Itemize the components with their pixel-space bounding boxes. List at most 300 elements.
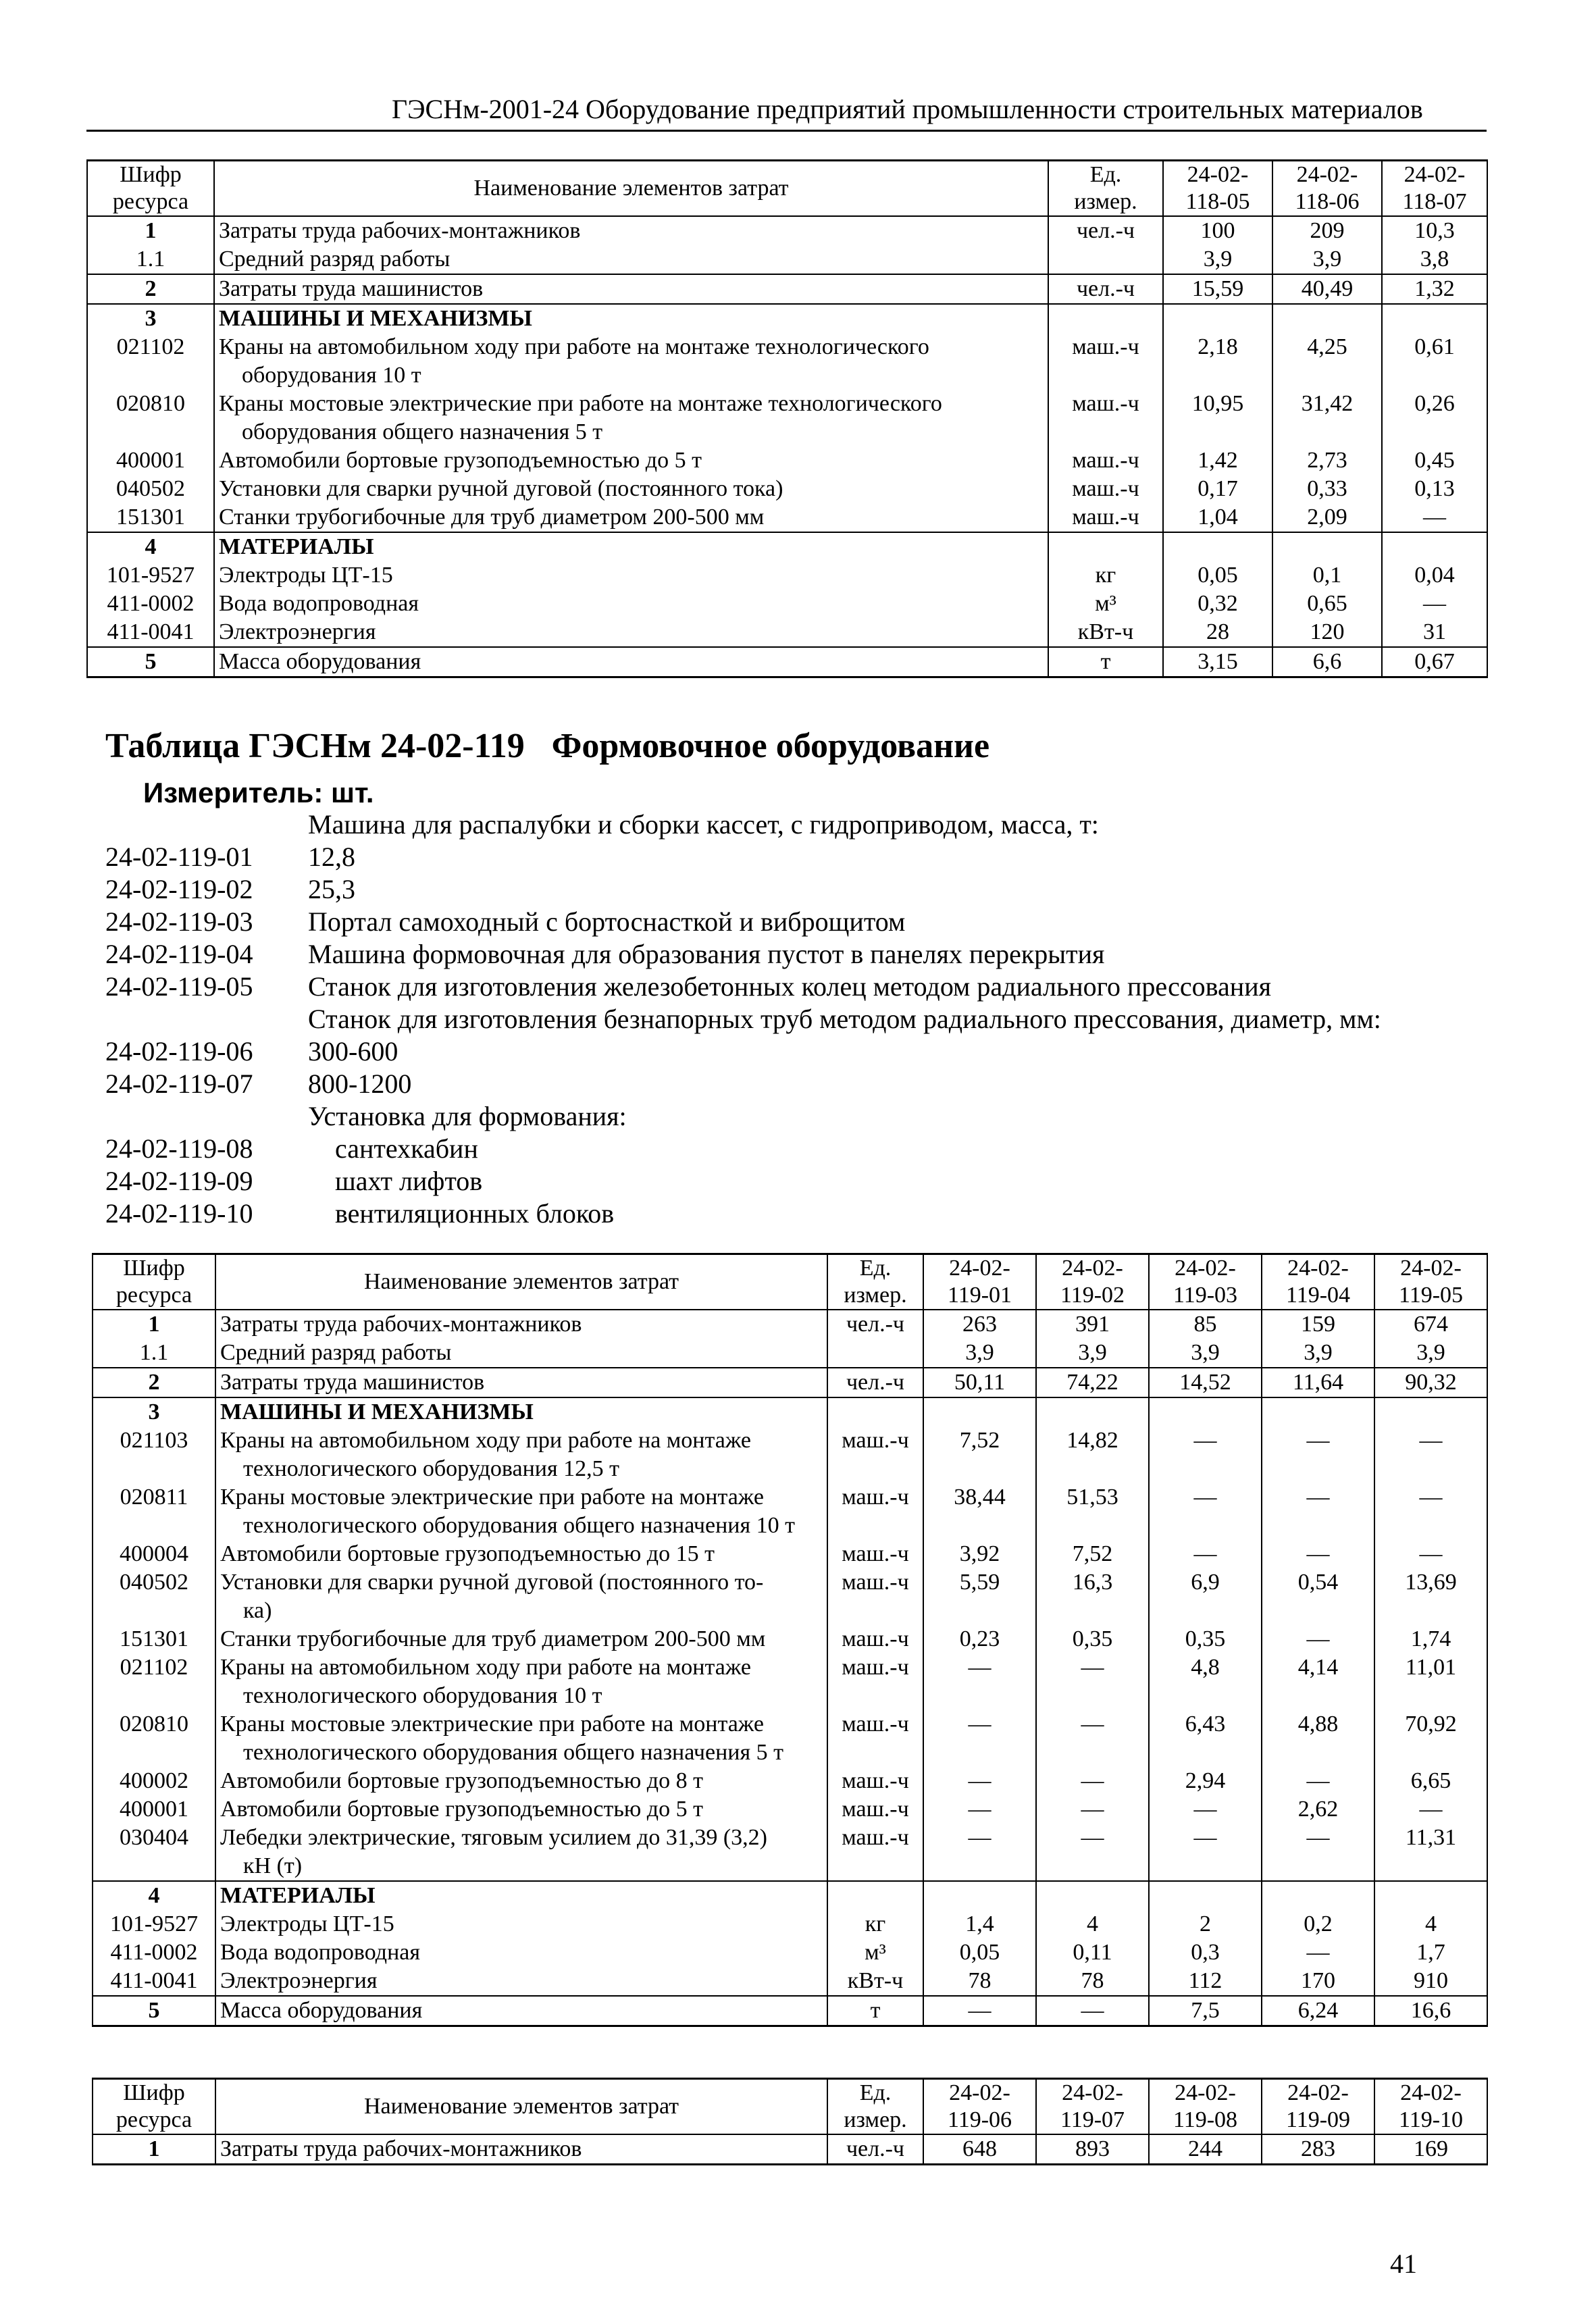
value-cell: 4,88 — [1262, 1710, 1374, 1767]
value-cell — [923, 1397, 1036, 1426]
item-text: Станок для изготовления железобетонных колец методом радиального прессования — [308, 971, 1271, 1002]
value-cell: 78 — [1036, 1967, 1149, 1996]
header-unit-line2: измер. — [844, 2107, 907, 2132]
value-cell: — — [1036, 1710, 1149, 1767]
resource-code: 021103 — [93, 1426, 215, 1483]
value-cell: 6,65 — [1374, 1767, 1487, 1795]
unit-cell: маш.-ч — [1048, 390, 1163, 446]
value-cell: — — [1262, 1540, 1374, 1568]
resource-name-text: Затраты труда машинистов — [219, 276, 484, 301]
value-cell: 3,9 — [1036, 1339, 1149, 1368]
resource-code: 101-9527 — [93, 1910, 215, 1938]
resource-table-118 — [86, 159, 1488, 678]
unit-cell: маш.-ч — [827, 1795, 923, 1824]
value-cell: 244 — [1149, 2134, 1262, 2165]
resource-name-text: Электроэнергия — [220, 1968, 378, 1993]
header-norm-code — [1149, 2079, 1262, 2135]
value-cell — [1262, 1397, 1374, 1426]
resource-name — [214, 475, 1048, 503]
value-cell: 0,13 — [1382, 475, 1487, 503]
header-unit-line1: Ед. — [859, 1256, 892, 1281]
resource-name — [214, 647, 1048, 677]
table-row — [93, 1397, 1487, 1426]
value-cell — [1374, 1881, 1487, 1910]
unit-cell: маш.-ч — [827, 1653, 923, 1710]
resource-name-text: МАШИНЫ И МЕХАНИЗМЫ — [219, 306, 532, 331]
unit-cell: маш.-ч — [827, 1483, 923, 1540]
value-cell: 10,3 — [1382, 216, 1487, 245]
resource-name — [215, 1824, 827, 1881]
unit-cell: т — [827, 1996, 923, 2026]
resource-code: 3 — [87, 304, 214, 333]
value-cell — [1149, 1881, 1262, 1910]
value-cell: 3,9 — [1272, 245, 1382, 274]
value-cell: 3,9 — [1374, 1339, 1487, 1368]
value-cell: 4,25 — [1272, 333, 1382, 390]
value-cell: 6,6 — [1272, 647, 1382, 677]
value-cell: 74,22 — [1036, 1368, 1149, 1397]
item-text: Установка для формования: — [308, 1101, 627, 1131]
value-cell: 648 — [923, 2134, 1036, 2165]
value-cell: — — [1262, 1483, 1374, 1540]
value-cell: 3,9 — [1262, 1339, 1374, 1368]
value-cell: 40,49 — [1272, 274, 1382, 304]
value-cell: 14,82 — [1036, 1426, 1149, 1483]
value-cell — [923, 1881, 1036, 1910]
table-row — [93, 1824, 1487, 1881]
table-row — [93, 1767, 1487, 1795]
value-cell: 1,32 — [1382, 274, 1487, 304]
resource-name-text: Электроды ЦТ-15 — [219, 563, 393, 588]
resource-code: 2 — [93, 1368, 215, 1397]
unit-cell: кВт-ч — [1048, 618, 1163, 647]
unit-cell: маш.-ч — [827, 1824, 923, 1881]
unit-cell: чел.-ч — [1048, 216, 1163, 245]
value-cell: — — [1149, 1483, 1262, 1540]
resource-name-text: Затраты труда рабочих-монтажников — [219, 218, 581, 243]
header-code-line2: ресурса — [115, 2107, 192, 2132]
header-norm-code — [923, 1254, 1036, 1310]
unit-cell: маш.-ч — [1048, 446, 1163, 475]
header-code-line1: Шифр — [120, 162, 182, 187]
resource-name — [214, 446, 1048, 475]
value-cell: 170 — [1262, 1967, 1374, 1996]
resource-name — [215, 1625, 827, 1653]
resource-name — [214, 503, 1048, 532]
table-119-title — [105, 726, 989, 766]
value-cell: — — [1262, 1938, 1374, 1967]
resource-code: 040502 — [87, 475, 214, 503]
resource-name-text: Краны мостовые электрические при работе на монтаже — [220, 1712, 764, 1737]
value-cell: 2,09 — [1272, 503, 1382, 532]
item-text: сантехкабин — [335, 1133, 478, 1164]
resource-name — [215, 1540, 827, 1568]
value-cell: 3,92 — [923, 1540, 1036, 1568]
resource-name-text: Станки трубогибочные для труб диаметром 200-500 мм — [219, 505, 765, 530]
value-cell: — — [1149, 1426, 1262, 1483]
value-cell: 159 — [1262, 1310, 1374, 1339]
item-text: шахт лифтов — [335, 1166, 483, 1196]
value-cell — [1272, 532, 1382, 561]
value-cell: — — [923, 1795, 1036, 1824]
table-header-row — [93, 1254, 1487, 1310]
resource-name-text: Вода водопроводная — [219, 591, 419, 616]
resource-code: 411-0041 — [93, 1967, 215, 1996]
table-row — [93, 1996, 1487, 2026]
resource-code: 1.1 — [93, 1339, 215, 1368]
value-cell: 0,54 — [1262, 1568, 1374, 1625]
resource-name — [215, 1795, 827, 1824]
table-row — [93, 2134, 1487, 2165]
header-norm-code — [1382, 161, 1487, 217]
value-cell: 2 — [1149, 1910, 1262, 1938]
resource-code: 1 — [87, 216, 214, 245]
unit-cell — [1048, 532, 1163, 561]
value-cell: 50,11 — [923, 1368, 1036, 1397]
value-cell: — — [1374, 1426, 1487, 1483]
resource-code: 021102 — [87, 333, 214, 390]
value-cell: 0,45 — [1382, 446, 1487, 475]
header-code-line1: Шифр — [123, 1256, 185, 1281]
value-cell: 0,1 — [1272, 561, 1382, 590]
resource-name — [215, 1653, 827, 1710]
value-cell: 2,73 — [1272, 446, 1382, 475]
resource-name — [214, 618, 1048, 647]
resource-name-cont: кН (т) — [243, 1853, 303, 1878]
resource-name-cont: технологического оборудования 12,5 т — [243, 1456, 619, 1481]
value-cell: 0,33 — [1272, 475, 1382, 503]
unit-cell: кг — [827, 1910, 923, 1938]
value-cell: 13,69 — [1374, 1568, 1487, 1625]
item-code: 24-02-119-06 — [105, 1036, 253, 1066]
unit-cell: м³ — [827, 1938, 923, 1967]
table-119-number: Таблица ГЭСНм 24-02-119 — [105, 727, 525, 765]
value-cell: — — [1374, 1540, 1487, 1568]
value-cell: 0,61 — [1382, 333, 1487, 390]
resource-name-text: Электроды ЦТ-15 — [220, 1911, 394, 1936]
resource-name-text: МАТЕРИАЛЫ — [219, 534, 374, 559]
item-text: вентиляционных блоков — [335, 1198, 615, 1229]
item-code: 24-02-119-09 — [105, 1166, 253, 1196]
header-norm-prefix: 24-02- — [1296, 162, 1358, 187]
resource-code: 030404 — [93, 1824, 215, 1881]
item-code: 24-02-119-01 — [105, 842, 253, 872]
table-row — [93, 1426, 1487, 1483]
header-name: Наименование элементов затрат — [214, 161, 1048, 217]
unit-cell: маш.-ч — [1048, 503, 1163, 532]
header-unit-line1: Ед. — [1089, 162, 1122, 187]
header-norm-code — [1262, 1254, 1374, 1310]
table-row — [93, 1483, 1487, 1540]
header-unit — [1048, 161, 1163, 217]
resource-name-text: Электроэнергия — [219, 619, 376, 644]
value-cell: 6,43 — [1149, 1710, 1262, 1767]
resource-table-119-a — [92, 1253, 1488, 2027]
value-cell: 4,14 — [1262, 1653, 1374, 1710]
resource-name-cont: ка) — [243, 1598, 272, 1623]
resource-name — [215, 1483, 827, 1540]
table-row — [87, 446, 1487, 475]
resource-name-text: Краны мостовые электрические при работе на монтаже технологического — [219, 391, 942, 416]
unit-cell: м³ — [1048, 590, 1163, 618]
resource-name — [214, 304, 1048, 333]
header-norm-suffix: 118-06 — [1295, 189, 1360, 214]
unit-cell — [1048, 245, 1163, 274]
unit-cell: маш.-ч — [827, 1540, 923, 1568]
resource-name — [214, 245, 1048, 274]
value-cell: 0,65 — [1272, 590, 1382, 618]
value-cell: 10,95 — [1163, 390, 1272, 446]
value-cell: 31,42 — [1272, 390, 1382, 446]
value-cell: 2,18 — [1163, 333, 1272, 390]
table-header-row — [87, 161, 1487, 217]
resource-code: 400001 — [87, 446, 214, 475]
value-cell: 3,9 — [1163, 245, 1272, 274]
resource-name-text: Средний разряд работы — [219, 247, 451, 272]
table-row — [87, 245, 1487, 274]
unit-cell: чел.-ч — [827, 1368, 923, 1397]
resource-name — [215, 1910, 827, 1938]
value-cell: 90,32 — [1374, 1368, 1487, 1397]
value-cell: 14,52 — [1149, 1368, 1262, 1397]
value-cell: 112 — [1149, 1967, 1262, 1996]
resource-name-text: Автомобили бортовые грузоподъемностью до 5 т — [220, 1797, 703, 1822]
resource-name — [215, 1568, 827, 1625]
value-cell: 38,44 — [923, 1483, 1036, 1540]
value-cell — [1382, 304, 1487, 333]
header-norm-prefix: 24-02- — [1287, 2080, 1349, 2105]
resource-name-text: Лебедки электрические, тяговым усилием до 31,39 (3,2) — [220, 1825, 767, 1850]
table-row — [87, 475, 1487, 503]
resource-code: 2 — [87, 274, 214, 304]
value-cell — [1163, 304, 1272, 333]
header-norm-suffix: 119-04 — [1285, 1283, 1351, 1308]
value-cell: 7,52 — [923, 1426, 1036, 1483]
table-row — [93, 1368, 1487, 1397]
unit-cell — [827, 1339, 923, 1368]
value-cell: 3,9 — [1149, 1339, 1262, 1368]
resource-name-cont: оборудования общего назначения 5 т — [242, 419, 603, 444]
resource-code: 1 — [93, 2134, 215, 2165]
value-cell: 7,52 — [1036, 1540, 1149, 1568]
value-cell: 7,5 — [1149, 1996, 1262, 2026]
header-unit — [827, 2079, 923, 2135]
table-row — [93, 1625, 1487, 1653]
resource-name-cont: технологического оборудования общего назначения 5 т — [243, 1740, 783, 1765]
resource-name-text: МАШИНЫ И МЕХАНИЗМЫ — [220, 1399, 534, 1424]
unit-cell — [1048, 304, 1163, 333]
unit-cell — [827, 1397, 923, 1426]
value-cell — [1149, 1397, 1262, 1426]
table-row — [93, 1540, 1487, 1568]
value-cell: 0,26 — [1382, 390, 1487, 446]
resource-name-text: Затраты труда рабочих-монтажников — [220, 1312, 582, 1337]
resource-name — [215, 1881, 827, 1910]
value-cell: 1,74 — [1374, 1625, 1487, 1653]
value-cell: — — [1036, 1767, 1149, 1795]
header-norm-code — [1036, 1254, 1149, 1310]
value-cell: — — [1036, 1996, 1149, 2026]
table-row — [87, 618, 1487, 647]
value-cell: 6,9 — [1149, 1568, 1262, 1625]
value-cell: 11,01 — [1374, 1653, 1487, 1710]
unit-cell: чел.-ч — [827, 2134, 923, 2165]
value-cell: 0,67 — [1382, 647, 1487, 677]
value-cell: 100 — [1163, 216, 1272, 245]
resource-name — [215, 1339, 827, 1368]
header-norm-prefix: 24-02- — [1175, 1256, 1236, 1281]
header-name: Наименование элементов затрат — [215, 2079, 827, 2135]
header-code-line1: Шифр — [123, 2080, 185, 2105]
value-cell: 263 — [923, 1310, 1036, 1339]
header-norm-code — [1272, 161, 1382, 217]
header-norm-suffix: 119-09 — [1285, 2107, 1351, 2132]
resource-code: 151301 — [87, 503, 214, 532]
value-cell: 1,4 — [923, 1910, 1036, 1938]
value-cell: 0,05 — [923, 1938, 1036, 1967]
resource-name — [215, 1710, 827, 1767]
resource-name-text: Установки для сварки ручной дуговой (постоянного тока) — [219, 476, 783, 501]
unit-cell: маш.-ч — [827, 1568, 923, 1625]
resource-name — [214, 590, 1048, 618]
unit-cell: маш.-ч — [1048, 333, 1163, 390]
value-cell: — — [923, 1653, 1036, 1710]
header-norm-suffix: 119-01 — [947, 1283, 1012, 1308]
value-cell: 78 — [923, 1967, 1036, 1996]
resource-name-text: Средний разряд работы — [220, 1340, 452, 1365]
item-code: 24-02-119-03 — [105, 906, 253, 937]
unit-cell: маш.-ч — [827, 1767, 923, 1795]
header-unit — [827, 1254, 923, 1310]
value-cell: 1,04 — [1163, 503, 1272, 532]
resource-code: 020811 — [93, 1483, 215, 1540]
value-cell — [1036, 1881, 1149, 1910]
value-cell: 0,35 — [1036, 1625, 1149, 1653]
table-row — [93, 1653, 1487, 1710]
value-cell: — — [1149, 1540, 1262, 1568]
header-rule — [86, 130, 1487, 132]
resource-name — [214, 390, 1048, 446]
unit-cell: маш.-ч — [1048, 475, 1163, 503]
resource-code: 400002 — [93, 1767, 215, 1795]
header-name: Наименование элементов затрат — [215, 1254, 827, 1310]
value-cell: 6,24 — [1262, 1996, 1374, 2026]
resource-name-text: МАТЕРИАЛЫ — [220, 1883, 376, 1908]
value-cell: 910 — [1374, 1967, 1487, 1996]
item-text: Станок для изготовления безнапорных труб методом радиального прессования, диаметр, мм: — [308, 1004, 1381, 1034]
header-norm-prefix: 24-02- — [1062, 2080, 1123, 2105]
table-row — [93, 1881, 1487, 1910]
item-text: 12,8 — [308, 842, 355, 872]
value-cell: 1,7 — [1374, 1938, 1487, 1967]
resource-name-text: Установки для сварки ручной дуговой (постоянного то- — [220, 1570, 764, 1595]
resource-name — [214, 532, 1048, 561]
value-cell: — — [1262, 1767, 1374, 1795]
table-row — [93, 1310, 1487, 1339]
value-cell — [1262, 1881, 1374, 1910]
resource-name — [215, 1310, 827, 1339]
value-cell: — — [923, 1996, 1036, 2026]
resource-name-text: Затраты труда рабочих-монтажников — [220, 2136, 582, 2161]
resource-name-text: Станки трубогибочные для труб диаметром 200-500 мм — [220, 1626, 766, 1651]
table-row — [87, 333, 1487, 390]
table-row — [87, 590, 1487, 618]
header-norm-suffix: 119-08 — [1173, 2107, 1238, 2132]
header-unit-line1: Ед. — [859, 2080, 892, 2105]
value-cell: 2,94 — [1149, 1767, 1262, 1795]
value-cell: 1,42 — [1163, 446, 1272, 475]
resource-code: 4 — [93, 1881, 215, 1910]
header-norm-prefix: 24-02- — [1175, 2080, 1236, 2105]
resource-code: 5 — [87, 647, 214, 677]
resource-code: 3 — [93, 1397, 215, 1426]
value-cell — [1272, 304, 1382, 333]
value-cell: 16,6 — [1374, 1996, 1487, 2026]
table-row — [87, 561, 1487, 590]
value-cell: 893 — [1036, 2134, 1149, 2165]
value-cell: — — [1382, 590, 1487, 618]
resource-name-text: Вода водопроводная — [220, 1940, 420, 1965]
value-cell: 4 — [1036, 1910, 1149, 1938]
value-cell: 11,64 — [1262, 1368, 1374, 1397]
resource-code: 400001 — [93, 1795, 215, 1824]
resource-name-text: Автомобили бортовые грузоподъемностью до 8 т — [220, 1768, 703, 1793]
header-norm-code — [1036, 2079, 1149, 2135]
header-norm-code — [1374, 2079, 1487, 2135]
table-row — [87, 503, 1487, 532]
table-row — [87, 647, 1487, 677]
resource-name — [214, 561, 1048, 590]
value-cell: 0,3 — [1149, 1938, 1262, 1967]
header-norm-prefix: 24-02- — [949, 1256, 1010, 1281]
item-text: Портал самоходный с бортоснасткой и виброщитом — [308, 906, 906, 937]
resource-name — [215, 1967, 827, 1996]
resource-name-text: Затраты труда машинистов — [220, 1370, 485, 1395]
value-cell: 28 — [1163, 618, 1272, 647]
resource-code: 040502 — [93, 1568, 215, 1625]
resource-name — [215, 1767, 827, 1795]
header-unit-line2: измер. — [1074, 189, 1137, 214]
table-row — [87, 390, 1487, 446]
resource-name — [215, 1938, 827, 1967]
value-cell: 283 — [1262, 2134, 1374, 2165]
value-cell: — — [923, 1824, 1036, 1881]
value-cell: — — [1149, 1824, 1262, 1881]
header-norm-code — [923, 2079, 1036, 2135]
resource-name-text: Краны мостовые электрические при работе на монтаже — [220, 1485, 764, 1510]
resource-code: 020810 — [93, 1710, 215, 1767]
item-text: 800-1200 — [308, 1069, 412, 1099]
value-cell: 0,35 — [1149, 1625, 1262, 1653]
resource-name — [215, 1426, 827, 1483]
resource-code: 400004 — [93, 1540, 215, 1568]
value-cell: 70,92 — [1374, 1710, 1487, 1767]
header-norm-suffix: 118-07 — [1402, 189, 1467, 214]
value-cell: 5,59 — [923, 1568, 1036, 1625]
resource-code: 411-0041 — [87, 618, 214, 647]
table-row — [93, 1710, 1487, 1767]
value-cell: 3,9 — [923, 1339, 1036, 1368]
value-cell: 120 — [1272, 618, 1382, 647]
table-119-subtitle: Формовочное оборудование — [551, 727, 990, 765]
table-row — [93, 1967, 1487, 1996]
table-row — [87, 304, 1487, 333]
value-cell: 0,04 — [1382, 561, 1487, 590]
value-cell: 0,11 — [1036, 1938, 1149, 1967]
header-norm-suffix: 118-05 — [1185, 189, 1250, 214]
value-cell: 3,8 — [1382, 245, 1487, 274]
unit-cell: кВт-ч — [827, 1967, 923, 1996]
